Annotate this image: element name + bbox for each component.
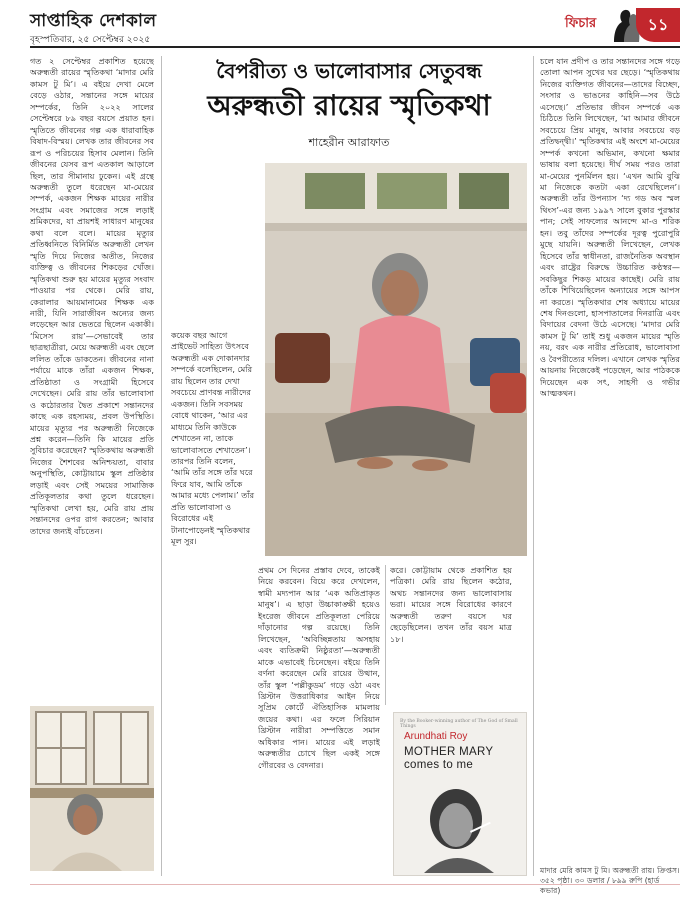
- page-number-badge: ১১: [636, 8, 680, 42]
- article-column-3: [258, 565, 380, 870]
- book-title-line-1: MOTHER MARY: [404, 746, 494, 758]
- article-text: গত ২ সেপ্টেম্বর প্রকাশিত হয়েছে অরুন্ধতী রায়ের স্মৃতিকথা ‘মাদার মেরি কামস টু মি’। এ বইয়ে দেখা মেলে বেড়ে ওঠার, সন্তানের সঙ্গে মায়ের সম্পর্কের, তিনি ২০২২ সালের সেপ্টেম্বরে ৮৯ বছর বয়সে প্রয়াত হন। স্মৃতিতে জীবনের গল্প এক ধারাবাহিক বিষাদ-বিস্ময়। লেখক তার জীবনের সব রূপ ও পরিচয়ের হিসাব মেলান। তিনি জীবনের যেসব রূপ এতকাল আড়ালে ছিল, তার সীমানায় ঢুকেন। এই গ্রন্থে অরুন্ধতী তুলে ধরেছেন মা-মেয়ের সম্পর্ক, একজন শিক্ষক মায়ের নারীর সংগ্রাম এবং সমাজের সঙ্গে লড়াই শ্রমিকদের, যা প্রায়শই সাধারণ মানুষের কথা বলে বলে। মায়ের মৃত্যুর প্রতিধ্বনিতে বিনির্মিত অরুন্ধতী লেখন স্মৃতি দিয়ে নিজের অতীত, নিজের ব্যক্তিত্ব ও জীবনের শিকড়ের খোঁজ। স্মৃতিকথা শুরু হয় মায়ের মৃত্যুর সংবাদ পাওয়ার পর থেকে। মেরি রায়, কেরালার আয়মানামের শিক্ষক এক নারী, যিনি সারাজীবন অন্যের জন্য লড়েছেন আর ভেতরে ছিলেন একাকী। ‘মিসেস রায়’—সেভাবেই তার ছাত্রছাত্রীরা, মেয়ে অরুন্ধতী এবং ছেলে ললিত তাঁকে ডাকতেন। জীবনের নানা পর্যায়ে মাকে তাঁরা একজন শিক্ষক, প্রতিষ্ঠাতা ও সংগ্রামী হিসেবে দেখেছেন। মেরি রায় তাঁর ভালোবাসা ও কঠোরতার দ্বৈত প্রকাশে সন্তানদের কাছে এক রহস্যময়, প্রবল উপস্থিতি। মায়ের মৃত্যুর পর অরুন্ধতী নিজেকে প্রশ্ন করেন—তিনি কি মায়ের প্রতি সুবিচার করেছেন? স্মৃতিকথায় অরুন্ধতী নিজের শৈশবের অনিশ্চয়তা, বাবার অনুপস্থিতি, কোট্টায়ামে স্কুল প্রতিষ্ঠার লড়াই এবং সেই সময়ের সামাজিক প্রতিকূলতার কথা তুলে ধরেছেন। স্মৃতিকথা লেখা হয়, মেরি রায় প্রায় সন্তানদের ওপর রাগ করতেন; আবার তাদের জন্যই বাঁচতেন।: [30, 56, 154, 536]
- author-young-photo: [30, 706, 154, 871]
- article-text: চলে যান প্রদীপ ও তার সন্তানদের সঙ্গে গড়ে তোলা আপন সুখের ঘর ছেড়ে। ‘স্মৃতিকথায় নিজের ব্যক্তিগত জীবনের—তাদের বিচ্ছেদ, সংসার ও ভাঙনের কাহিনি—সব উঠে এসেছে।’ প্রতিভার জীবন সম্পর্কে এক চিঠিতে তিনি লিখেছেন, ‘মা আমার জীবনে সবচেয়ে প্রিয় মানুষ, আবার সবচেয়ে বড় প্রতিদ্বন্দ্বী।’ স্মৃতিকথার এই অংশে মা-মেয়ের সম্পর্ক কখনো অভিমান, কখনো ক্ষমার ভাষায় বলা হয়েছে। দীর্ঘ সময় পরও তারা মা-মেয়ের পুনর্মিলন হয়। ‘এখন আমি বুঝি মা নিজেকে কতটা একা রেখেছিলেন’। অরুন্ধতী তাঁর উপন্যাস ‘দ্য গড অব স্মল থিংস’-এর জন্য ১৯৯৭ সালে বুকার পুরস্কার পান; সেই সাফল্যের আনন্দে মা-ও শরিক হন। তবু তাঁদের সম্পর্কের দূরত্ব পুরোপুরি মুছে যায়নি। অরুন্ধতী লিখেছেন, লেখক হিসেবে তাঁর স্বাধীনতা, রাজনৈতিক অবস্থান এবং রাষ্ট্রের বিরুদ্ধে উচ্চারিত কণ্ঠস্বর—সবকিছুর শিকড় মায়ের কাছেই। মেরি রায় তাঁকে শিখিয়েছিলেন অন্যায়ের সঙ্গে আপস না করতে। স্মৃতিকথার শেষ অধ্যায়ে মায়ের শেষ দিনগুলো, হাসপাতালের দিনরাত্রি এবং বিদায়ের বেদনা উঠে এসেছে। ‘মাদার মেরি কামস টু মি’ তাই শুধু একজন মায়ের স্মৃতি নয়, বরং এক নারীর প্রতিরোধ, ভালোবাসা ও বৈপরীত্যের দলিল। এখানে লেখক স্মৃতির আয়নায় নিজেকেই পড়েছেন, আর পাঠককে দিয়েছেন এক সৎ, সাহসী ও গভীর আত্মকথন।: [540, 56, 680, 399]
- article-column-4: [390, 565, 512, 705]
- book-title-line-2: comes to me: [404, 759, 474, 771]
- article-column-5: [540, 56, 680, 864]
- column-divider: [385, 565, 386, 705]
- book-author: Arundhati Roy: [404, 731, 468, 742]
- header-rule: [30, 46, 680, 48]
- article-text: প্রথম সে দিনের প্রস্তাব দেবে, তাকেই নিয়ে করবেন। বিয়ে করে দেখলেন, স্বামী মদ্যপান আর ‘এক অতিপ্রাকৃত মানুষ’। এ ছাড়া উচ্চাকাঙ্ক্ষী হয়েও ইংরেজ জীবনে প্রতিকূলতা পেরিয়ে দাঁড়ানোর গল্প রয়েছে। তিনি লিখেছেন, ‘অবিচ্ছিন্নতায় অসহায় এবং ব্যতিক্রমী নিষ্ঠুরতা’—অরুন্ধতী মাকে এভাবেই চিনেছেন। বইয়ে তিনি বর্ণনা করেছেন মেরি রায়ের উত্থান, তাঁর স্কুল ‘পল্লীকুডম’ গড়ে ওঠা এবং খ্রিস্টান উত্তরাধিকার আইন নিয়ে সুপ্রিম কোর্টে ঐতিহাসিক মামলায় জয়ের কথা। এর ফলে সিরিয়ান খ্রিস্টান নারীরা সম্পত্তিতে সমান অধিকার পান। মায়ের এই লড়াই অরুন্ধতীর চোখে ছিল একই সঙ্গে গৌরবের ও বেদনার।: [258, 565, 380, 770]
- book-cover: [393, 712, 527, 876]
- masthead: সাপ্তাহিক দেশকাল: [30, 11, 157, 31]
- article-text: করে। কোট্টায়াম থেকে প্রকাশিত হয় পত্রিকা। মেরি রায় ছিলেন কঠোর, অথচ সন্তানদের জন্য ভালোবাসায় ভরা। মায়ের সঙ্গে বিরোধের কারণে অরুন্ধতী তরুণ বয়সে ঘর ছেড়েছিলেন। তখন তাঁর বয়স মাত্র ১৮।: [390, 565, 512, 644]
- column-divider: [533, 56, 534, 876]
- headline-block: [168, 58, 530, 124]
- byline: শাহেরীন আরাফাত: [308, 136, 390, 149]
- book-info-caption: মাদার মেরি কামস টু মি। অরুন্ধতী রায়। ক্রিপ্তস। ৩৫২ পৃষ্ঠা। ৩০ ডলার / ৮৯৯ রুপি (হার্ড কভার): [540, 866, 680, 895]
- book-cover-portrait: [404, 779, 516, 873]
- window-portrait-illustration: [30, 706, 154, 871]
- column-divider: [161, 56, 162, 876]
- book-tagline: By the Booker-winning author of The God of Small Things: [400, 719, 518, 729]
- article-column-1: [30, 56, 154, 698]
- article-column-2: [171, 330, 255, 800]
- section-label: ফিচার: [565, 16, 597, 31]
- article-text: কয়েক বছর আগে প্রাইভেট সাহিত্য উৎসবে অরুন্ধতী এক দোকানদার সম্পর্কে বলেছিলেন, মেরি রায় ছিলেন তার দেখা সবচেয়ে প্রাণবন্ত নারীদের একজন। তিনি সবসময় বোধে থাকেন, ‘আর এর মাধ্যমে তিনি কাউকে শেখাতেন না, তাকে ভালোবাসতে শেখাতেন’। তারপর তিনি বলেন, ‘আমি তাঁর সঙ্গে তাঁর ঘরে ফিরে যাব, আমি তাঁকে আমার মধ্যে পেলাম।’ তাঁর প্রতি ভালোবাসা ও বিরোধের এই টানাপোড়েনই স্মৃতিকথার মূল সুর।: [171, 330, 255, 547]
- headline-line-2: অরুন্ধতী রায়ের স্মৃতিকথা: [207, 89, 491, 122]
- book-title: [404, 746, 522, 772]
- footer-rule: [30, 884, 680, 885]
- author-portrait-photo: [265, 163, 527, 556]
- headline-line-1: বৈপরীত্য ও ভালোবাসার সেতুবন্ধ: [216, 59, 482, 83]
- portrait-illustration: [265, 163, 527, 556]
- dateline: বৃহস্পতিবার, ২৫ সেপ্টেম্বর ২০২৫: [30, 35, 151, 45]
